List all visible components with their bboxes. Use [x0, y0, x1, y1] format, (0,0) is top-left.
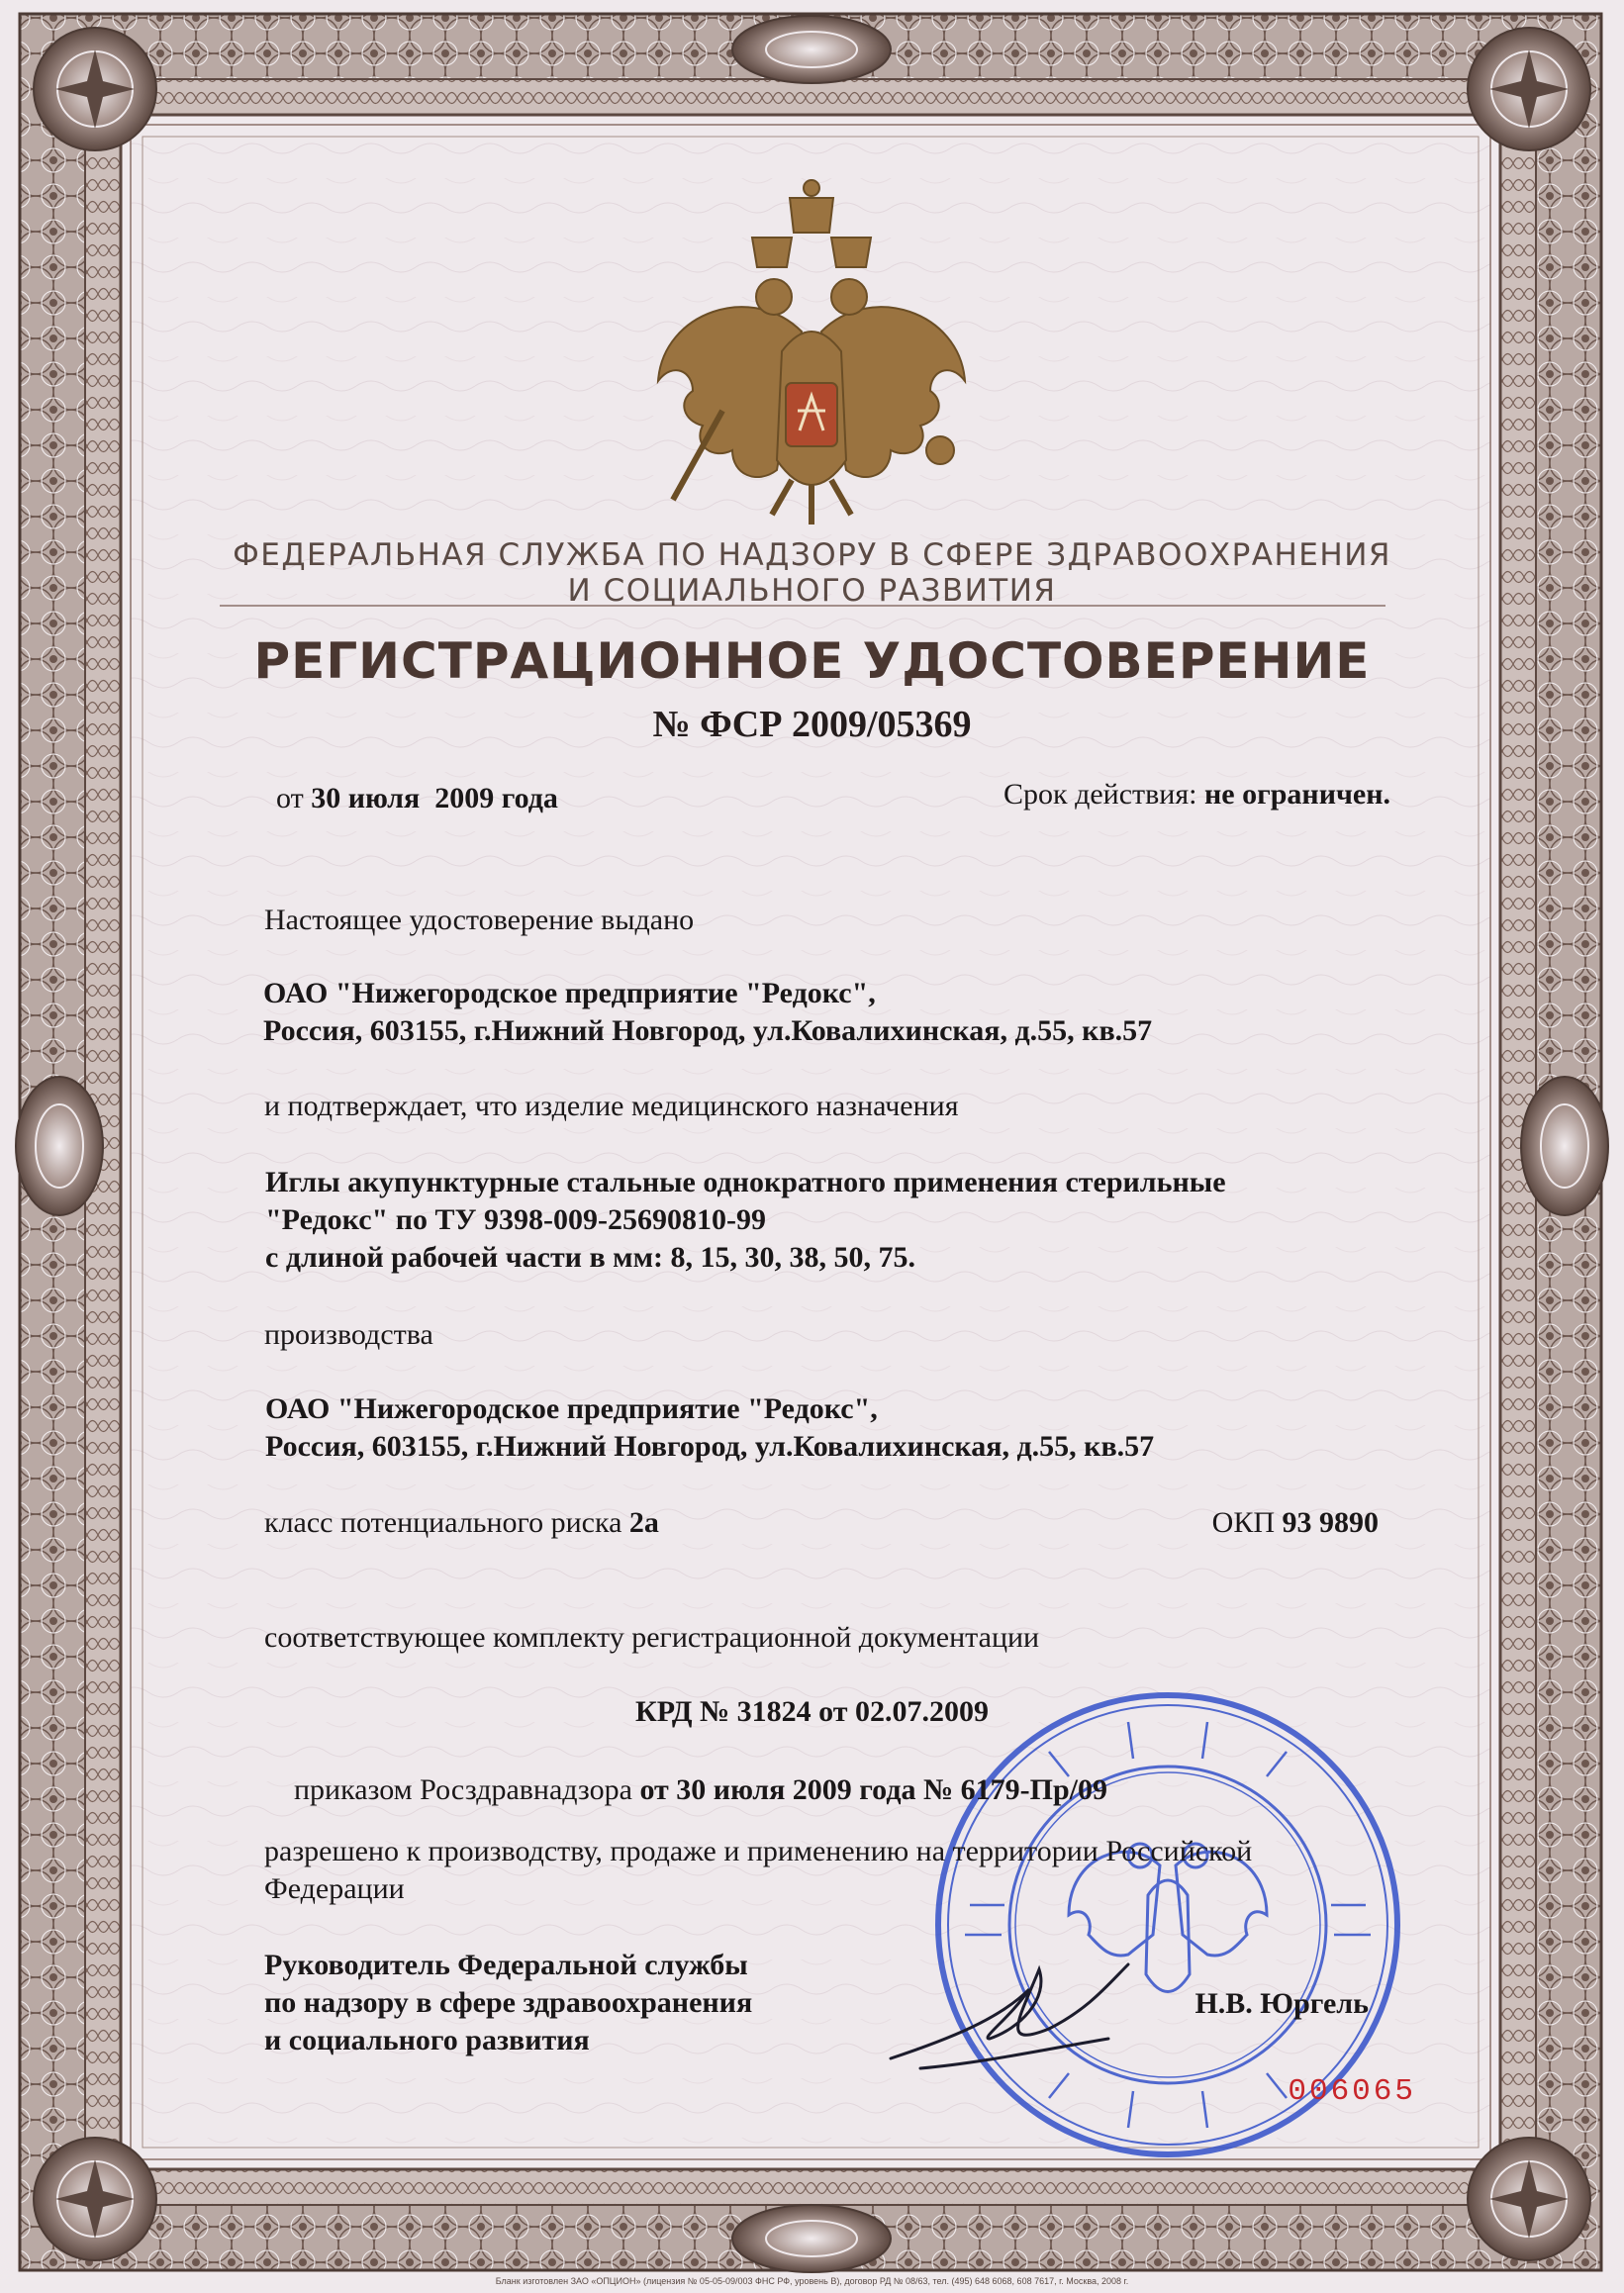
okp-label: ОКП [1211, 1506, 1275, 1539]
head-title-line-1: Руководитель Федеральной службы [264, 1949, 748, 1981]
confirms-text: и подтверждает, что изделие медицинского назначения [264, 1090, 959, 1122]
issue-date [276, 780, 558, 817]
registration-number: № ФСР 2009/05369 [652, 704, 972, 745]
issue-date-prefix: от [276, 782, 304, 814]
okp-code [1212, 1504, 1379, 1542]
order-reference [294, 1771, 1107, 1809]
corner-ornament [1468, 2138, 1590, 2260]
validity [1003, 776, 1390, 813]
document-title: РЕГИСТРАЦИОННОЕ УДОСТОВЕРЕНИЕ [253, 632, 1371, 690]
krd-reference: КРД № 31824 от 02.07.2009 [635, 1695, 989, 1728]
top-ornament [732, 16, 891, 83]
agency-name-line-1: ФЕДЕРАЛЬНАЯ СЛУЖБА ПО НАДЗОРУ В СФЕРЕ ЗДРАВООХРАНЕНИЯ [233, 537, 1391, 573]
side-ornament [16, 1077, 103, 1215]
issuer-name: ОАО "Нижегородское предприятие "Редокс", [263, 977, 876, 1009]
validity-label: Срок действия: [1003, 778, 1197, 811]
manufacturer-address: Россия, 603155, г.Нижний Новгород, ул.Ковалихинская, д.55, кв.57 [265, 1430, 1155, 1463]
conformity-text: соответствующее комплекту регистрационной документации [264, 1621, 1040, 1654]
agency-name-line-2: И СОЦИАЛЬНОГО РАЗВИТИЯ [567, 573, 1057, 609]
head-title-line-3: и социального развития [264, 2024, 590, 2056]
permitted-line-2: Федерации [264, 1872, 405, 1905]
print-footer: Бланк изготовлен ЗАО «ОПЦИОН» (лицензия № 05-05-09/003 ФНС РФ, уровень В), договор РД № 08/63, тел. (495) 648 6068, 608 7617, г. Москва, 2008 г. [495, 2276, 1129, 2286]
product-line-2: "Редокс" по ТУ 9398-009-25690810-99 [265, 1203, 766, 1236]
signatory-name: Н.В. Юргель [1194, 1987, 1369, 2020]
risk-label: класс потенциального риска [264, 1506, 622, 1539]
risk-value: 2а [628, 1506, 659, 1539]
head-title-line-2: по надзору в сфере здравоохранения [264, 1986, 753, 2019]
corner-ornament [34, 28, 156, 150]
serial-number: 006065 [1288, 2074, 1416, 2109]
order-value: от 30 июля 2009 года № 6179-Пр/09 [639, 1773, 1107, 1806]
product-line-1: Иглы акупунктурные стальные однократного применения стерильные [265, 1166, 1226, 1198]
corner-ornament [1468, 28, 1590, 150]
issue-date-value: 30 июля 2009 года [311, 782, 558, 814]
risk-class [264, 1504, 659, 1542]
okp-value: 93 9890 [1282, 1506, 1379, 1539]
corner-ornament [34, 2138, 156, 2260]
product-line-3: с длиной рабочей части в мм: 8, 15, 30, 38, 50, 75. [265, 1241, 916, 1274]
production-label: производства [264, 1318, 433, 1351]
side-ornament [1521, 1077, 1608, 1215]
order-prefix: приказом Росздравнадзора [294, 1773, 632, 1806]
validity-value: не ограничен. [1204, 778, 1390, 811]
manufacturer-name: ОАО "Нижегородское предприятие "Редокс", [265, 1392, 878, 1425]
issuer-address: Россия, 603155, г.Нижний Новгород, ул.Ковалихинская, д.55, кв.57 [263, 1014, 1153, 1047]
permitted-line-1: разрешено к производству, продаже и применению на территории Российской [264, 1835, 1253, 1867]
bottom-ornament [732, 2205, 891, 2272]
issued-text: Настоящее удостоверение выдано [264, 904, 695, 936]
